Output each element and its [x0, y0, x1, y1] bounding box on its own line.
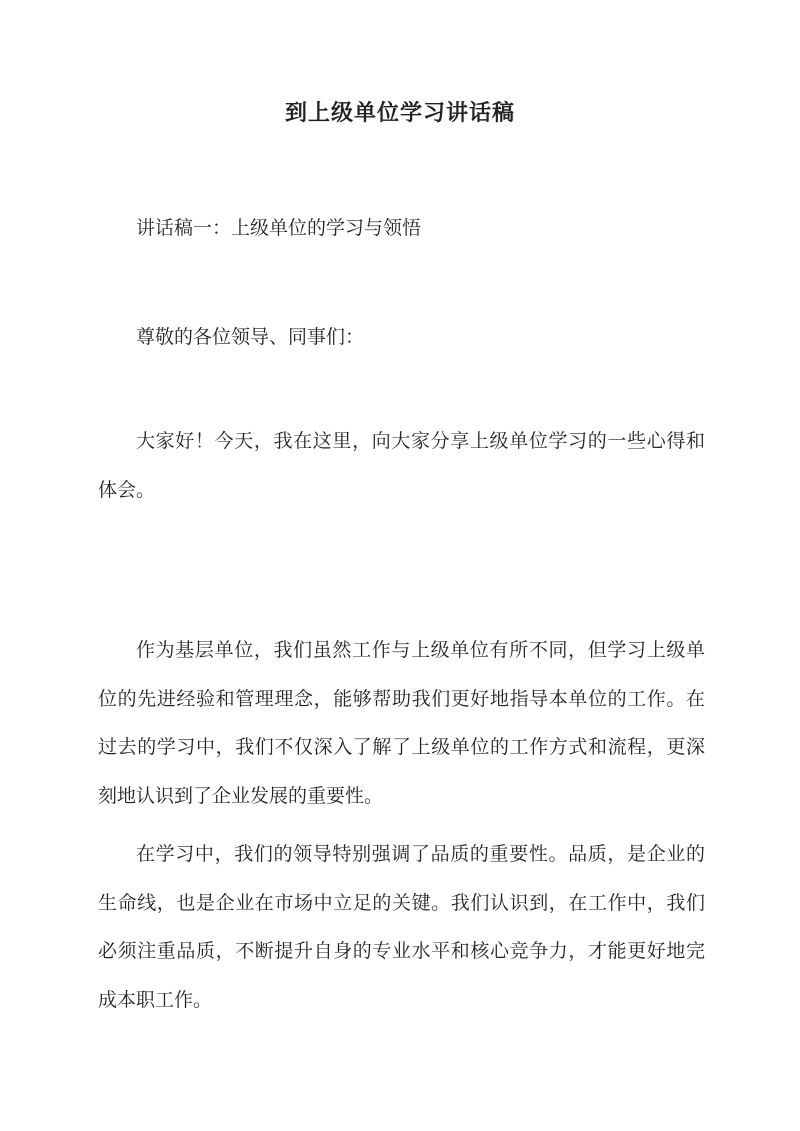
paragraph-learning: 作为基层单位，我们虽然工作与上级单位有所不同，但学习上级单位的先进经验和管理理念，能够帮助我们更好地指导本单位的工作。在过去的学习中，我们不仅深入了解了上级单位的工作方式和流程，更深刻地认识到了企业发展的重要性。: [98, 640, 705, 808]
paragraph-quality: 在学习中，我们的领导特别强调了品质的重要性。品质，是企业的生命线，也是企业在市场中立足的关键。我们认识到，在工作中，我们必须注重品质，不断提升自身的专业水平和核心竞争力，才能更好地完成本职工作。: [98, 844, 705, 1012]
section-heading: 讲话稿一：上级单位的学习与领悟: [136, 218, 422, 239]
paragraph-greeting: 大家好！今天，我在这里，向大家分享上级单位学习的一些心得和体会。: [98, 431, 705, 501]
document-title: 到上级单位学习讲话稿: [284, 100, 515, 125]
salutation: 尊敬的各位领导、同事们：: [136, 327, 365, 348]
